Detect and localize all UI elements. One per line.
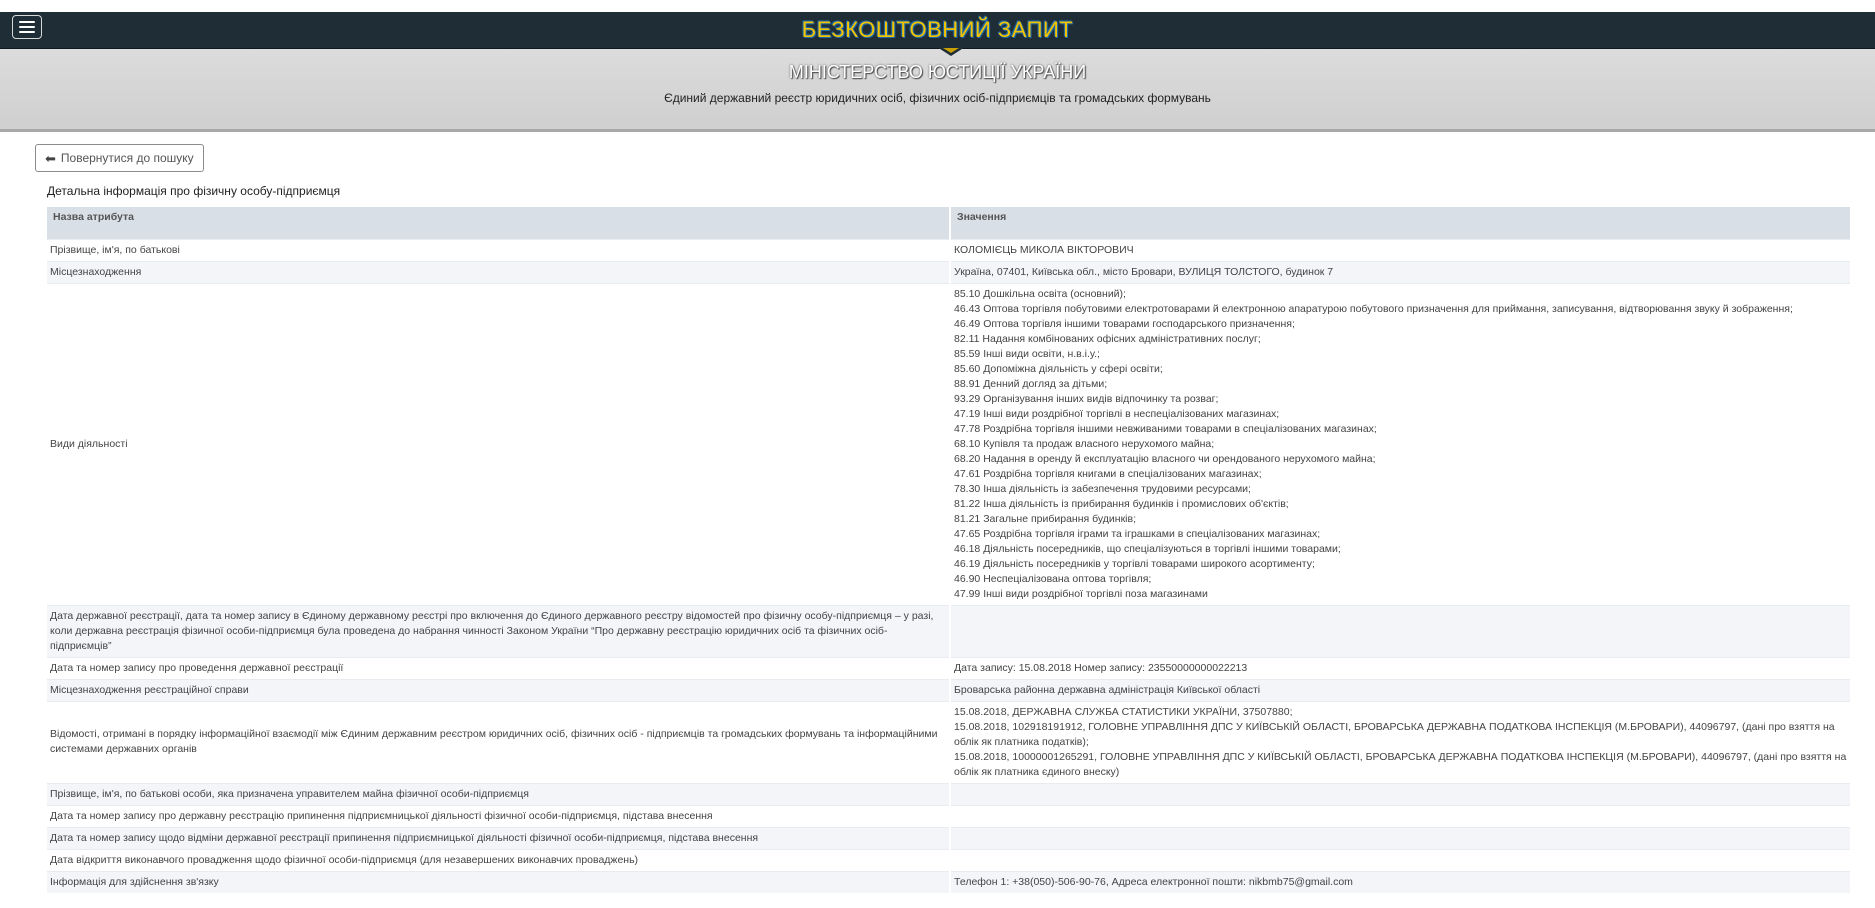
row-label: Дата відкриття виконавчого провадження щодо фізичної особи-підприємця (для незавершених виконавчих проваджень) bbox=[47, 849, 950, 871]
interaction-info-list bbox=[950, 701, 1851, 783]
row-label: Інформація для здійснення зв'язку bbox=[47, 871, 950, 893]
activity-item: 47.61 Роздрібна торгівля книгами в спеціалізованих магазинах; bbox=[954, 467, 1262, 480]
row-label: Дата та номер запису про проведення державної реєстрації bbox=[47, 657, 950, 679]
table-row bbox=[47, 783, 1851, 805]
row-value: Телефон 1: +38(050)-506-90-76, Адреса електронної пошти: nikbmb75@gmail.com bbox=[950, 871, 1851, 893]
table-row bbox=[47, 827, 1851, 849]
row-label: Місцезнаходження реєстраційної справи bbox=[47, 679, 950, 701]
row-value: Україна, 07401, Київська обл., місто Бровари, ВУЛИЦЯ ТОЛСТОГО, будинок 7 bbox=[950, 261, 1851, 283]
activity-item: 93.29 Організування інших видів відпочинку та розваг; bbox=[954, 392, 1219, 405]
interaction-item: 15.08.2018, ДЕРЖАВНА СЛУЖБА СТАТИСТИКИ УКРАЇНИ, 37507880; bbox=[954, 705, 1293, 718]
brand-title[interactable]: БЕЗКОШТОВНИЙ ЗАПИТ bbox=[801, 17, 1074, 42]
arrow-left-icon: ⬅ bbox=[45, 150, 56, 166]
activity-item: 46.18 Діяльність посередників, що спеціалізуються в торгівлі іншими товарами; bbox=[954, 542, 1341, 555]
interaction-item: 15.08.2018, 102918191912, ГОЛОВНЕ УПРАВЛІННЯ ДПС У КИЇВСЬКІЙ ОБЛАСТІ, БРОВАРСЬКА ДЕРЖАВНА ПОДАТКОВА ІНСПЕКЦІЯ (М.БРОВАРИ), 44096797, (дані про взяття на облік як платника податків); bbox=[954, 720, 1835, 748]
table-row bbox=[47, 871, 1851, 893]
row-label: Дата та номер запису про державну реєстрацію припинення підприємницької діяльності фізичної особи-підприємця, підстава внесення bbox=[47, 805, 950, 827]
row-label: Прізвище, ім'я, по батькові bbox=[47, 239, 950, 261]
row-value: Броварська районна державна адміністрація Київської області bbox=[950, 679, 1851, 701]
main-content bbox=[0, 132, 1875, 893]
brand-pointer-accent bbox=[943, 48, 959, 53]
activity-item: 81.21 Загальне прибирання будинків; bbox=[954, 512, 1137, 525]
navbar bbox=[0, 12, 1875, 49]
page-header bbox=[0, 49, 1875, 132]
activity-item: 47.99 Інші види роздрібної торгівлі поза магазинами bbox=[954, 587, 1208, 600]
table-row bbox=[47, 283, 1851, 605]
table-row bbox=[47, 701, 1851, 783]
back-to-search-label: Повернутися до пошуку bbox=[60, 151, 194, 165]
table-row bbox=[47, 239, 1851, 261]
activity-item: 46.90 Неспеціалізована оптова торгівля; bbox=[954, 572, 1152, 585]
activity-item: 68.10 Купівля та продаж власного нерухомого майна; bbox=[954, 437, 1215, 450]
row-value bbox=[950, 827, 1851, 849]
activity-item: 88.91 Денний догляд за дітьми; bbox=[954, 377, 1108, 390]
table-row bbox=[47, 605, 1851, 657]
table-row bbox=[47, 849, 1851, 871]
top-strip bbox=[0, 0, 1875, 12]
activity-item: 46.43 Оптова торгівля побутовими електротоварами й електронною апаратурою побутового призначення для приймання, записування, відтворювання звуку й зображення; bbox=[954, 302, 1793, 315]
row-label: Дата та номер запису щодо відміни державної реєстрації припинення підприємницької діяльності фізичної особи-підприємця, підстава внесення bbox=[47, 827, 950, 849]
ministry-title: МІНІСТЕРСТВО ЮСТИЦІЇ УКРАЇНИ bbox=[788, 62, 1087, 82]
details-table bbox=[47, 207, 1852, 893]
activity-item: 85.60 Допоміжна діяльність у сфері освіти; bbox=[954, 362, 1163, 375]
registry-subtitle: Єдиний державний реєстр юридичних осіб, фізичних осіб-підприємців та громадських формувань bbox=[664, 91, 1211, 105]
row-label: Відомості, отримані в порядку інформаційної взаємодії між Єдиним державним реєстром юридичних осіб, фізичних осіб - підприємців та громадських формувань та інформаційними системами державних органів bbox=[47, 701, 950, 783]
activity-item: 81.22 Інша діяльність із прибирання будинків і промислових об'єктів; bbox=[954, 497, 1289, 510]
back-to-search-button[interactable] bbox=[35, 144, 204, 172]
activity-item: 85.59 Інші види освіти, н.в.і.у.; bbox=[954, 347, 1100, 360]
activity-item: 46.49 Оптова торгівля іншими товарами господарського призначення; bbox=[954, 317, 1295, 330]
activities-list bbox=[950, 283, 1851, 605]
column-header-value: Значення bbox=[950, 207, 1851, 239]
row-value bbox=[950, 805, 1851, 827]
activity-item: 82.11 Надання комбінованих офісних адміністративних послуг; bbox=[954, 332, 1261, 345]
activity-item: 85.10 Дошкільна освіта (основний); bbox=[954, 287, 1126, 300]
table-row bbox=[47, 805, 1851, 827]
column-header-attribute: Назва атрибута bbox=[47, 207, 950, 239]
row-value: Дата запису: 15.08.2018 Номер запису: 23550000000022213 bbox=[950, 657, 1851, 679]
table-row bbox=[47, 679, 1851, 701]
activity-item: 47.78 Роздрібна торгівля іншими невживаними товарами в спеціалізованих магазинах; bbox=[954, 422, 1377, 435]
activity-item: 68.20 Надання в оренду й експлуатацію власного чи орендованого нерухомого майна; bbox=[954, 452, 1376, 465]
row-label: Прізвище, ім'я, по батькові особи, яка призначена управителем майна фізичної особи-підприємця bbox=[47, 783, 950, 805]
row-value bbox=[950, 605, 1851, 657]
interaction-item: 15.08.2018, 10000001265291, ГОЛОВНЕ УПРАВЛІННЯ ДПС У КИЇВСЬКІЙ ОБЛАСТІ, БРОВАРСЬКА ДЕРЖАВНА ПОДАТКОВА ІНСПЕКЦІЯ (М.БРОВАРИ), 44096797, (дані про взяття на облік як платника єдиного внеску) bbox=[954, 750, 1847, 778]
row-label: Дата державної реєстрації, дата та номер запису в Єдиному державному реєстрі про включення до Єдиного державного реєстру відомостей про фізичну особу-підприємця – у разі, коли державна реєстрація фізичної особи-підприємця була проведена до набрання чинності Законом України “Про державну реєстрацію юридичних осіб та фізичних осіб-підприємців” bbox=[47, 605, 950, 657]
row-value bbox=[950, 783, 1851, 805]
activity-item: 78.30 Інша діяльність із забезпечення трудовими ресурсами; bbox=[954, 482, 1251, 495]
row-label: Місцезнаходження bbox=[47, 261, 950, 283]
table-row bbox=[47, 657, 1851, 679]
table-row bbox=[47, 261, 1851, 283]
row-value: КОЛОМІЄЦЬ МИКОЛА ВІКТОРОВИЧ bbox=[950, 239, 1851, 261]
detail-title: Детальна інформація про фізичну особу-підприємця bbox=[47, 184, 341, 198]
table-header-row bbox=[47, 207, 1851, 239]
activity-item: 47.65 Роздрібна торгівля іграми та іграшками в спеціалізованих магазинах; bbox=[954, 527, 1321, 540]
activity-item: 47.19 Інші види роздрібної торгівлі в неспеціалізованих магазинах; bbox=[954, 407, 1280, 420]
row-value bbox=[950, 849, 1851, 871]
activity-item: 46.19 Діяльність посередників у торгівлі товарами широкого асортименту; bbox=[954, 557, 1315, 570]
row-label: Види діяльності bbox=[47, 283, 950, 605]
